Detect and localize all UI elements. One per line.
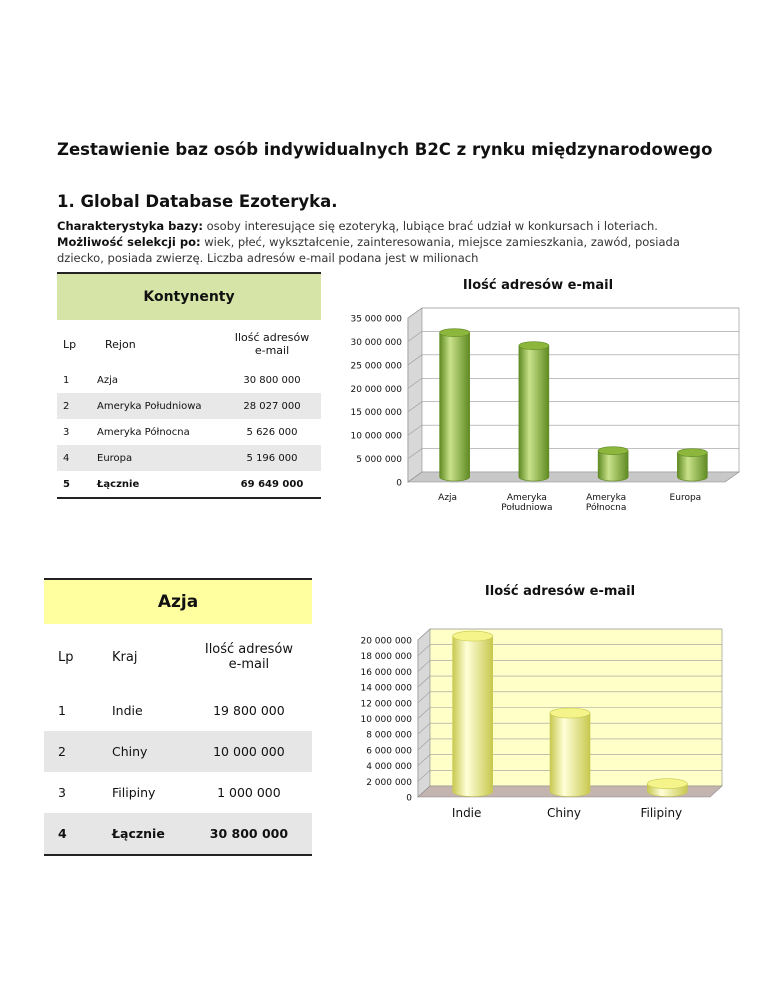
row-count: 10 000 000 bbox=[186, 731, 312, 772]
row-count: 19 800 000 bbox=[213, 703, 285, 718]
total-lp: 5 bbox=[57, 471, 91, 498]
table-total-row bbox=[44, 813, 312, 855]
row-count: 5 196 000 bbox=[223, 445, 321, 471]
x-category-label: Europa bbox=[669, 493, 702, 503]
row-region: Ameryka Południowa bbox=[91, 393, 223, 419]
col-email-count: Ilość adresów e-mail bbox=[234, 331, 310, 357]
row-country: Filipiny bbox=[112, 785, 156, 800]
y-tick-label: 2 000 000 bbox=[366, 777, 412, 788]
bar-top bbox=[519, 342, 549, 350]
total-count: 69 649 000 bbox=[223, 471, 321, 498]
continents-table bbox=[57, 272, 321, 499]
bar-top bbox=[598, 447, 628, 455]
row-lp: 2 bbox=[57, 393, 91, 419]
y-tick-label: 30 000 000 bbox=[350, 337, 402, 348]
table-row bbox=[44, 731, 312, 772]
bar bbox=[440, 333, 470, 481]
charakterystyka-label: Charakterystyka bazy: bbox=[57, 219, 203, 233]
x-category-label: Filipiny bbox=[640, 806, 683, 820]
bar bbox=[550, 713, 590, 797]
table-total-row bbox=[57, 471, 321, 498]
row-count: 28 027 000 bbox=[223, 393, 321, 419]
col-lp: Lp bbox=[58, 649, 74, 665]
selection-label: Możliwość selekcji po: bbox=[57, 235, 201, 249]
y-tick-label: 10 000 000 bbox=[360, 715, 412, 725]
y-tick-label: 20 000 000 bbox=[350, 384, 402, 395]
row-lp: 2 bbox=[44, 731, 98, 772]
bar-top bbox=[453, 631, 493, 641]
row-lp: 1 bbox=[63, 374, 70, 386]
total-label: Łącznie bbox=[91, 471, 223, 498]
col-region: Rejon bbox=[105, 337, 136, 351]
asia-table bbox=[44, 578, 312, 856]
section-title: 1. Global Database Ezoteryka. bbox=[57, 192, 338, 211]
row-region: Ameryka Północna bbox=[97, 426, 190, 438]
bar-top bbox=[440, 329, 470, 337]
bar-top bbox=[550, 708, 590, 718]
charakterystyka-value: osoby interesujące się ezoteryką, lubiące brać udział w konkursach i loteriach. bbox=[202, 219, 658, 233]
document-title: Zestawienie baz osób indywidualnych B2C z rynku międzynarodowego bbox=[57, 140, 713, 159]
x-category-label: Ameryka Północna bbox=[585, 493, 627, 513]
bar bbox=[519, 346, 549, 481]
table-row bbox=[57, 393, 321, 419]
chart-title: Ilość adresów e-mail bbox=[462, 278, 614, 293]
total-label: Łącznie bbox=[98, 813, 186, 855]
bar-top bbox=[647, 779, 687, 789]
chart-title: Ilość adresów e-mail bbox=[484, 584, 636, 599]
chart-side-wall bbox=[408, 308, 422, 482]
col-lp: Lp bbox=[63, 337, 77, 351]
y-tick-label: 6 000 000 bbox=[366, 746, 412, 757]
y-tick-label: 20 000 000 bbox=[360, 636, 412, 647]
row-lp: 3 bbox=[58, 785, 66, 800]
x-category-label: Chiny bbox=[546, 806, 582, 820]
asia-table-header: Azja bbox=[44, 579, 312, 624]
y-tick-label: 14 000 000 bbox=[360, 683, 412, 694]
y-tick-label: 25 000 000 bbox=[350, 361, 402, 372]
y-tick-label: 4 000 000 bbox=[366, 762, 412, 773]
x-category-label: Ameryka Południowa bbox=[501, 493, 553, 513]
y-tick-label: 10 000 000 bbox=[350, 431, 402, 442]
asia-bar-chart bbox=[320, 578, 730, 828]
row-country: Indie bbox=[112, 703, 143, 718]
row-region: Europa bbox=[91, 445, 223, 471]
selection-value: wiek, płeć, wykształcenie, zainteresowania, miejsce zamieszkania, zawód, posiada dziecko, posiada zwierzę. Liczba adresów e-mail podana jest w milionach bbox=[57, 235, 680, 265]
y-tick-label: 5 000 000 bbox=[356, 455, 402, 466]
row-count: 1 000 000 bbox=[217, 785, 281, 800]
row-count: 5 626 000 bbox=[246, 426, 298, 438]
row-region: Azja bbox=[97, 374, 118, 386]
total-lp: 4 bbox=[44, 813, 98, 855]
bar bbox=[453, 636, 493, 796]
y-tick-label: 8 000 000 bbox=[366, 730, 412, 741]
database-description bbox=[57, 218, 717, 266]
table-row bbox=[44, 690, 312, 731]
y-tick-label: 35 000 000 bbox=[350, 314, 402, 325]
total-count: 30 800 000 bbox=[186, 813, 312, 855]
y-tick-label: 15 000 000 bbox=[350, 408, 402, 419]
bar-top bbox=[677, 449, 707, 457]
col-email-count: Ilość adresów e-mail bbox=[204, 642, 293, 672]
table-row bbox=[57, 419, 321, 445]
row-lp: 4 bbox=[57, 445, 91, 471]
y-tick-label: 16 000 000 bbox=[360, 667, 412, 678]
row-lp: 3 bbox=[63, 426, 70, 438]
x-category-label: Azja bbox=[438, 493, 458, 503]
x-category-label: Indie bbox=[451, 806, 482, 820]
y-tick-label: 18 000 000 bbox=[360, 652, 412, 663]
bar bbox=[598, 451, 628, 481]
table-row bbox=[44, 772, 312, 813]
continents-bar-chart bbox=[320, 270, 750, 540]
col-country: Kraj bbox=[112, 649, 138, 665]
continents-table-header: Kontynenty bbox=[57, 273, 321, 321]
y-tick-label: 12 000 000 bbox=[360, 699, 412, 710]
row-lp: 1 bbox=[58, 703, 66, 718]
table-row bbox=[57, 367, 321, 393]
y-tick-label: 0 bbox=[396, 478, 402, 489]
row-country: Chiny bbox=[98, 731, 186, 772]
row-count: 30 800 000 bbox=[243, 374, 301, 386]
table-row bbox=[57, 445, 321, 471]
y-tick-label: 0 bbox=[406, 793, 412, 804]
